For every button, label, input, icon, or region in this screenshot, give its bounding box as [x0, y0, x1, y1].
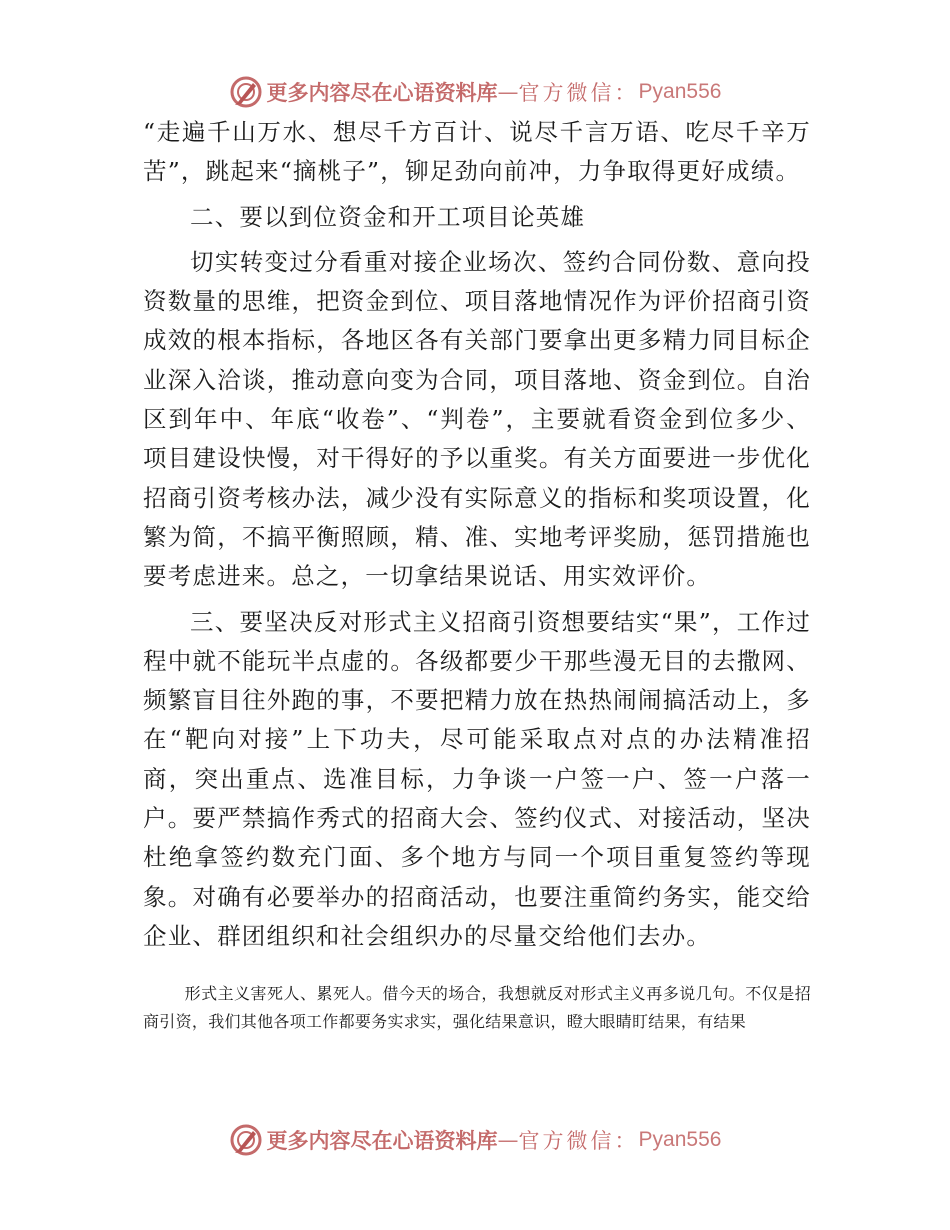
watermark-banner-bottom [0, 1120, 950, 1160]
watermark-wechat-label: 官方微信： [518, 1129, 639, 1153]
paragraph-continued: “走遍千山万水、想尽千方百计、说尽千言万语、吃尽千辛万苦”，跳起来“摘桃子”，铆足劲向前冲，力争取得更好成绩。 [143, 118, 811, 186]
paragraph-anti-formalism: 三、要坚决反对形式主义招商引资想要结实“果”，工作过程中就不能玩半点虚的。各级都要少干那些漫无目的去撒网、频繁盲目往外跑的事，不要把精力放在热热闹闹搞活动上，多在“靶向对接”上下功夫，尽可能采取点对点的办法精准招商，突出重点、选准目标，力争谈一户签一户、签一户落一户。要严禁搞作秀式的招商大会、签约仪式、对接活动，坚决杜绝拿签约数充门面、多个地方与同一个项目重复签约等现象。对确有必要举办的招商活动，也要注重简约务实，能交给企业、群团组织和社会组织办的尽量交给他们去办。 [143, 607, 811, 950]
section-heading-2: 二、要以到位资金和开工项目论英雄 [190, 202, 586, 231]
watermark-title: 更多内容尽在心语资料库 [266, 81, 498, 105]
pen-logo-icon [229, 75, 263, 109]
paragraph-funding: 切实转变过分看重对接企业场次、签约合同份数、意向投资数量的思维，把资金到位、项目落地情况作为评价招商引资成效的根本指标，各地区各有关部门要拿出更多精力同目标企业深入洽谈，推动意向变为合同，项目落地、资金到位。自治区到年中、年底“收卷”、“判卷”，主要就看资金到位多少、项目建设快慢，对干得好的予以重奖。有关方面要进一步优化招商引资考核办法，减少没有实际意义的指标和奖项设置，化繁为简，不搞平衡照顾，精、准、实地考评奖励，惩罚措施也要考虑进来。总之，一切拿结果说话、用实效评价。 [143, 247, 811, 591]
watermark-dash: — [497, 80, 519, 104]
document-body [143, 113, 811, 1036]
pen-logo-icon [229, 1123, 263, 1157]
watermark-wechat-id: Pyan556 [638, 1128, 722, 1151]
watermark-title: 更多内容尽在心语资料库 [266, 1129, 498, 1153]
watermark-wechat-id: Pyan556 [638, 80, 722, 103]
watermark-dash: — [497, 1128, 519, 1152]
watermark-wechat-label: 官方微信： [518, 81, 639, 105]
paragraph-small-text: 形式主义害死人、累死人。借今天的场合，我想就反对形式主义再多说几句。不仅是招商引资，我们其他各项工作都要务实求实，强化结果意识，瞪大眼睛盯结果，有结果 [143, 984, 811, 1032]
watermark-banner-top [0, 72, 950, 112]
